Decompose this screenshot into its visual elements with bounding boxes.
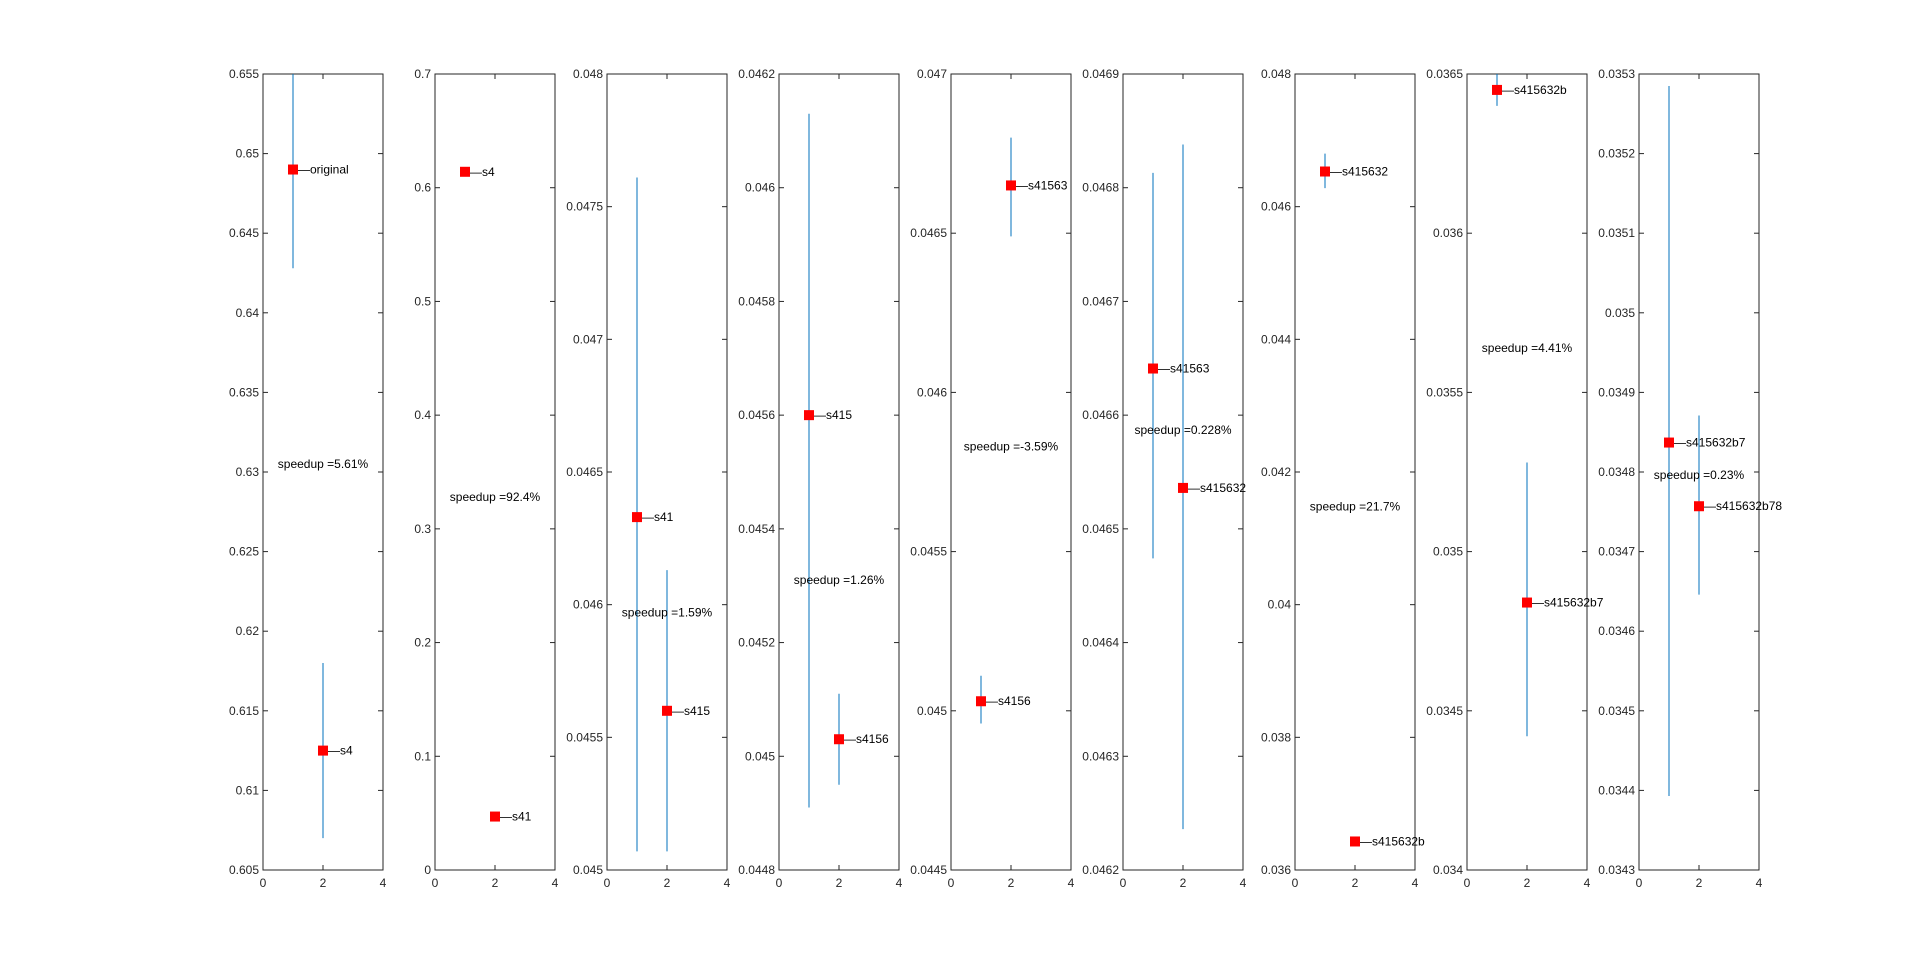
data-point-marker	[288, 165, 298, 175]
data-point-marker	[460, 167, 470, 177]
y-tick-label: 0.0463	[1082, 749, 1119, 764]
x-tick-label: 0	[1463, 876, 1471, 890]
speedup-annotation: speedup =0.23%	[1653, 468, 1745, 483]
data-point-marker	[318, 746, 328, 756]
data-point-marker	[1664, 438, 1674, 448]
y-tick-label: 0.5	[414, 294, 431, 309]
y-tick-label: 0.0346	[1598, 624, 1635, 639]
x-tick-label: 0	[1635, 876, 1643, 890]
y-tick-label: 0.0348	[1598, 465, 1635, 479]
data-point-marker	[490, 812, 500, 822]
speedup-annotation: speedup =-3.59%	[963, 439, 1059, 454]
point-label: —s41563	[1016, 178, 1068, 193]
y-tick-label: 0.047	[916, 67, 947, 81]
y-tick-label: 0.6	[414, 180, 431, 195]
y-tick-label: 0.0454	[738, 521, 775, 536]
speedup-annotation: speedup =1.26%	[793, 573, 885, 588]
y-tick-label: 0.045	[916, 703, 947, 718]
y-tick-label: 0.048	[1260, 67, 1291, 81]
y-tick-label: 0.035	[1432, 544, 1463, 559]
y-tick-label: 0.3	[414, 521, 431, 536]
point-label: —s4156	[986, 694, 1031, 709]
y-tick-label: 0.0468	[1082, 180, 1119, 195]
y-tick-label: 0.046	[744, 180, 775, 195]
data-point-marker	[1006, 180, 1016, 190]
y-tick-label: 0.0343	[1598, 863, 1635, 877]
x-tick-label: 4	[1755, 876, 1763, 890]
x-tick-label: 2	[1007, 876, 1015, 890]
point-label: —s415632b7	[1674, 435, 1746, 450]
y-tick-label: 0.0355	[1426, 385, 1463, 400]
speedup-annotation: speedup =4.41%	[1481, 340, 1573, 355]
y-tick-label: 0	[424, 863, 431, 877]
y-tick-label: 0.038	[1260, 730, 1291, 745]
y-tick-label: 0.63	[235, 465, 259, 479]
data-point-marker	[1320, 167, 1330, 177]
point-label: —s415	[672, 703, 711, 718]
point-label: —s415632	[1188, 480, 1247, 495]
y-tick-label: 0.0466	[1082, 408, 1119, 423]
y-tick-label: 0.047	[572, 332, 603, 347]
y-tick-label: 0.04	[1267, 597, 1291, 612]
y-tick-label: 0.0465	[910, 226, 947, 241]
y-tick-label: 0.0465	[1082, 521, 1119, 536]
data-point-marker	[1178, 483, 1188, 493]
y-tick-label: 0.615	[228, 703, 259, 718]
x-tick-label: 4	[1583, 876, 1591, 890]
y-tick-label: 0.0465	[566, 465, 603, 479]
y-tick-label: 0.036	[1260, 863, 1291, 877]
data-point-marker	[632, 512, 642, 522]
point-label: —s41563	[1158, 361, 1210, 376]
x-tick-label: 2	[319, 876, 327, 890]
data-point-marker	[1148, 364, 1158, 374]
x-tick-label: 0	[259, 876, 267, 890]
y-tick-label: 0.0345	[1598, 703, 1635, 718]
x-tick-label: 4	[723, 876, 731, 890]
x-tick-label: 4	[1411, 876, 1419, 890]
y-tick-label: 0.046	[1260, 199, 1291, 214]
data-point-marker	[976, 696, 986, 706]
x-tick-label: 0	[431, 876, 439, 890]
point-label: —s4156	[844, 732, 889, 747]
y-tick-label: 0.0458	[738, 294, 775, 309]
point-label: —s415632b7	[1532, 595, 1604, 610]
y-tick-label: 0.0475	[566, 199, 603, 214]
y-tick-label: 0.0462	[738, 67, 775, 81]
speedup-annotation: speedup =21.7%	[1309, 499, 1401, 514]
x-tick-label: 2	[491, 876, 499, 890]
y-tick-label: 0.605	[228, 863, 259, 877]
point-label: —original	[298, 162, 349, 177]
x-tick-label: 4	[1239, 876, 1247, 890]
x-tick-label: 2	[835, 876, 843, 890]
speedup-annotation: speedup =92.4%	[449, 490, 541, 505]
x-tick-label: 2	[1695, 876, 1703, 890]
data-point-marker	[1522, 598, 1532, 608]
point-label: —s4	[328, 743, 353, 758]
data-point-marker	[834, 734, 844, 744]
y-tick-label: 0.0452	[738, 635, 775, 650]
y-tick-label: 0.0448	[738, 863, 775, 877]
y-tick-label: 0.645	[228, 226, 259, 241]
y-tick-label: 0.045	[572, 863, 603, 877]
point-label: —s4	[470, 164, 495, 179]
data-point-marker	[1350, 836, 1360, 846]
point-label: —s415632	[1330, 164, 1389, 179]
x-tick-label: 2	[1523, 876, 1531, 890]
speedup-annotation: speedup =0.228%	[1134, 422, 1232, 437]
y-tick-label: 0.0445	[910, 863, 947, 877]
x-tick-label: 4	[379, 876, 387, 890]
y-tick-label: 0.0464	[1082, 635, 1119, 650]
y-tick-label: 0.7	[414, 67, 431, 81]
y-tick-label: 0.655	[228, 67, 259, 81]
data-point-marker	[1492, 85, 1502, 95]
data-point-marker	[1694, 501, 1704, 511]
y-tick-label: 0.045	[744, 749, 775, 764]
y-tick-label: 0.0347	[1598, 544, 1635, 559]
y-tick-label: 0.635	[228, 385, 259, 400]
data-point-marker	[804, 410, 814, 420]
y-tick-label: 0.035	[1604, 305, 1635, 320]
y-tick-label: 0.0469	[1082, 67, 1119, 81]
y-tick-label: 0.0353	[1598, 67, 1635, 81]
y-tick-label: 0.4	[414, 408, 431, 423]
y-tick-label: 0.046	[572, 597, 603, 612]
y-tick-label: 0.0462	[1082, 863, 1119, 877]
y-tick-label: 0.2	[414, 635, 431, 650]
speedup-annotation: speedup =5.61%	[277, 457, 369, 472]
y-tick-label: 0.0365	[1426, 67, 1463, 81]
x-tick-label: 4	[551, 876, 559, 890]
y-tick-label: 0.0344	[1598, 783, 1635, 798]
point-label: —s415	[814, 408, 853, 423]
data-point-marker	[662, 706, 672, 716]
x-tick-label: 2	[663, 876, 671, 890]
point-label: —s415632b	[1502, 82, 1567, 97]
y-tick-label: 0.64	[235, 305, 259, 320]
x-tick-label: 4	[895, 876, 903, 890]
y-tick-label: 0.62	[235, 624, 259, 639]
y-tick-label: 0.046	[916, 385, 947, 400]
y-tick-label: 0.0351	[1598, 226, 1635, 241]
y-tick-label: 0.1	[414, 749, 431, 764]
x-tick-label: 0	[603, 876, 611, 890]
point-label: —s415632b	[1360, 834, 1425, 849]
y-tick-label: 0.036	[1432, 226, 1463, 241]
speedup-annotation: speedup =1.59%	[621, 605, 713, 620]
x-tick-label: 0	[775, 876, 783, 890]
y-tick-label: 0.048	[572, 67, 603, 81]
point-label: —s41	[642, 510, 674, 525]
y-tick-label: 0.65	[235, 146, 259, 161]
y-tick-label: 0.0455	[910, 544, 947, 559]
y-tick-label: 0.034	[1432, 863, 1463, 877]
point-label: —s41	[500, 809, 532, 824]
y-tick-label: 0.042	[1260, 465, 1291, 479]
y-tick-label: 0.61	[235, 783, 259, 798]
x-tick-label: 2	[1351, 876, 1359, 890]
y-tick-label: 0.0456	[738, 408, 775, 423]
y-tick-label: 0.0455	[566, 730, 603, 745]
y-tick-label: 0.0467	[1082, 294, 1119, 309]
x-tick-label: 0	[1291, 876, 1299, 890]
y-tick-label: 0.0345	[1426, 703, 1463, 718]
x-tick-label: 0	[1119, 876, 1127, 890]
y-tick-label: 0.625	[228, 544, 259, 559]
y-tick-label: 0.0352	[1598, 146, 1635, 161]
point-label: —s415632b78	[1704, 499, 1783, 514]
x-tick-label: 2	[1179, 876, 1187, 890]
x-tick-label: 4	[1067, 876, 1075, 890]
y-tick-label: 0.0349	[1598, 385, 1635, 400]
y-tick-label: 0.044	[1260, 332, 1291, 347]
x-tick-label: 0	[947, 876, 955, 890]
